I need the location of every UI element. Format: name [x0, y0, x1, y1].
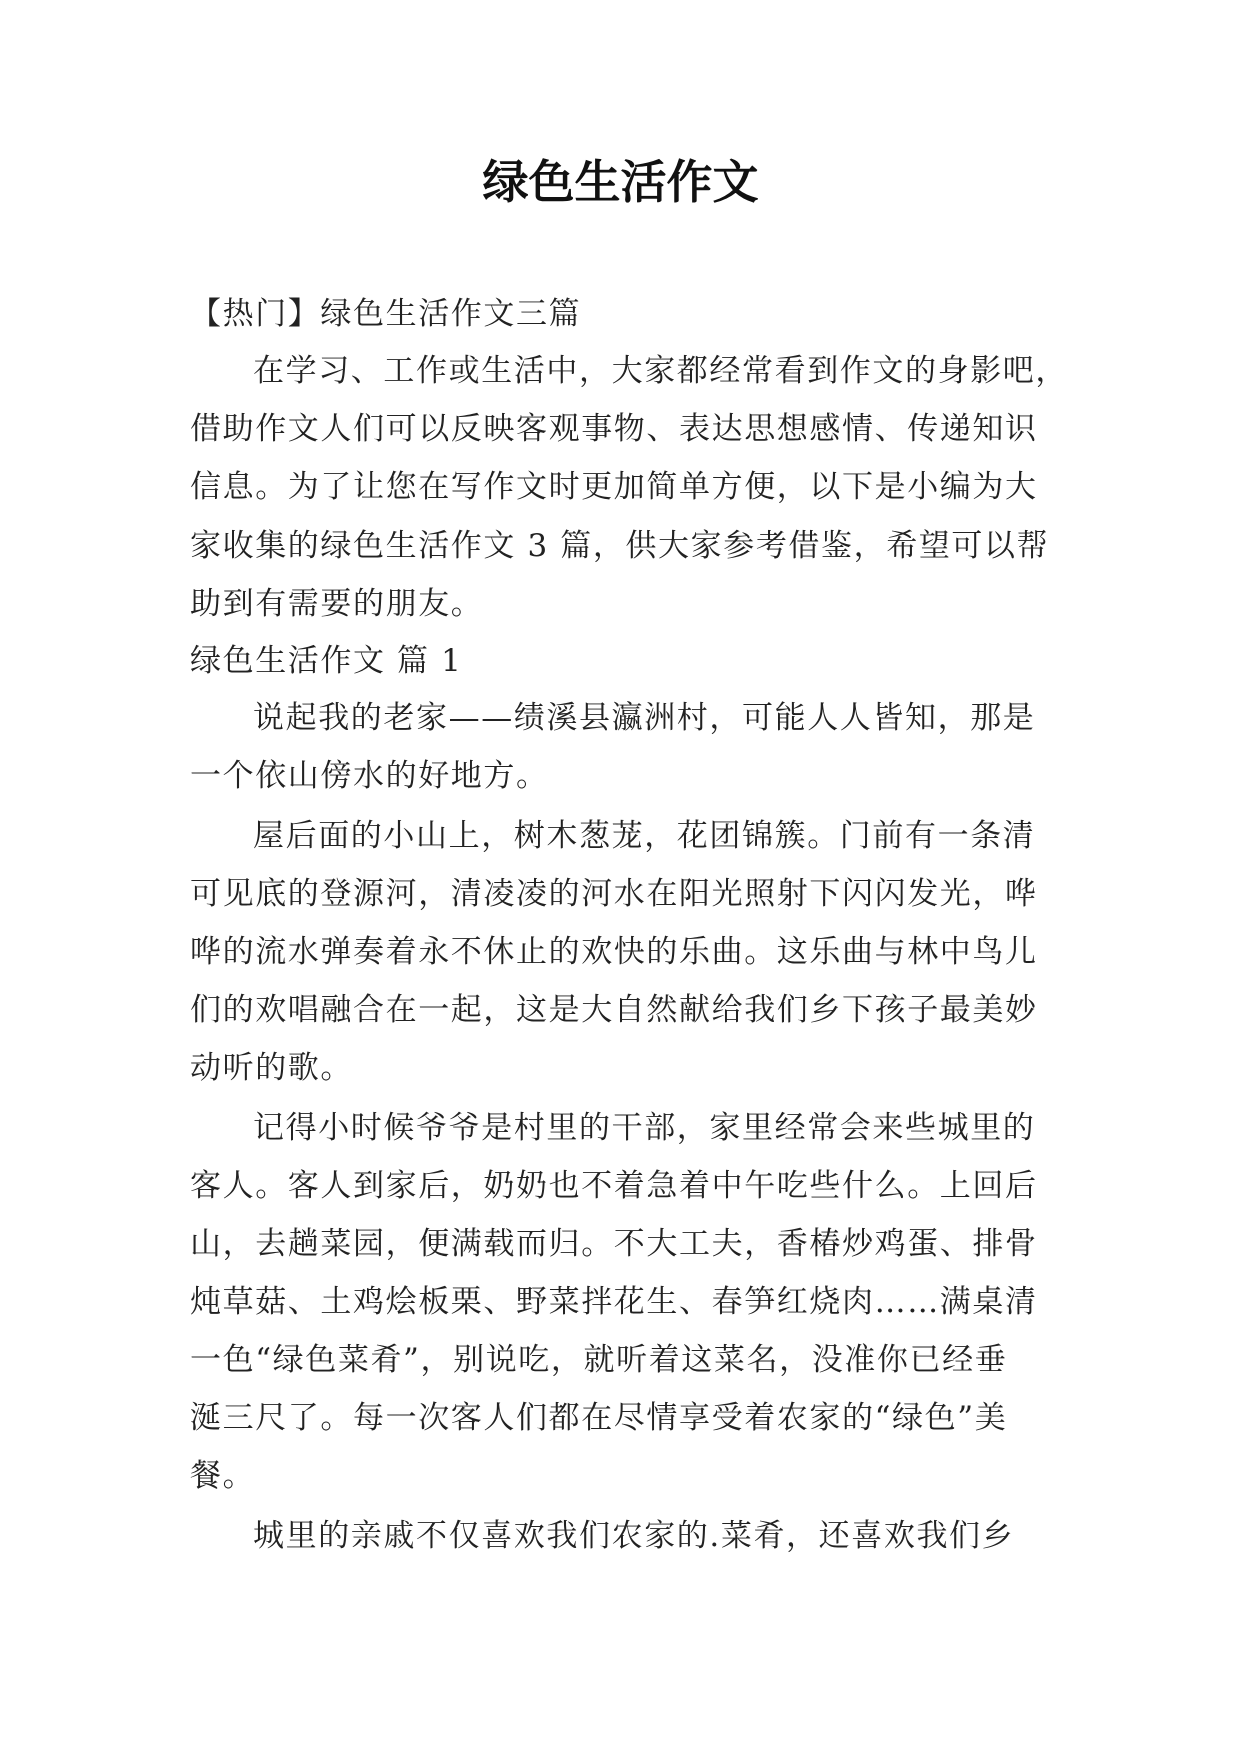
intro-line-2: 借助作文人们可以反映客观事物、表达思想感情、传递知识: [190, 411, 1038, 447]
para4-line-1: 城里的亲戚不仅喜欢我们农家的.菜肴，还喜欢我们乡: [253, 1518, 1015, 1554]
para2-line-3: 哗的流水弹奏着永不休止的欢快的乐曲。这乐曲与林中鸟儿: [190, 934, 1038, 970]
intro-line-3: 信息。为了让您在写作文时更加简单方便，以下是小编为大: [190, 469, 1038, 505]
para2-line-5: 动听的歌。: [190, 1050, 353, 1086]
document-title: 绿色生活作文: [482, 155, 759, 209]
para3-line-7: 餐。: [190, 1458, 256, 1494]
para2-line-4: 们的欢唱融合在一起，这是大自然献给我们乡下孩子最美妙: [190, 992, 1038, 1028]
para3-line-4: 炖草菇、土鸡烩板栗、野菜拌花生、春笋红烧肉……满桌清: [190, 1284, 1038, 1320]
para3-line-6: 涎三尺了。每一次客人们都在尽情享受着农家的“绿色”美: [190, 1400, 1008, 1436]
para1-line-1: 说起我的老家——绩溪县瀛洲村，可能人人皆知，那是: [253, 700, 1036, 736]
section-heading: 绿色生活作文 篇 1: [190, 643, 463, 679]
para3-line-3: 山，去趟菜园，便满载而归。不大工夫，香椿炒鸡蛋、排骨: [190, 1226, 1038, 1262]
para2-line-1: 屋后面的小山上，树木葱茏，花团锦簇。门前有一条清: [253, 818, 1036, 854]
para1-line-2: 一个依山傍水的好地方。: [190, 758, 549, 794]
para3-line-1: 记得小时候爷爷是村里的干部，家里经常会来些城里的: [253, 1110, 1036, 1146]
para3-line-2: 客人。客人到家后，奶奶也不着急着中午吃些什么。上回后: [190, 1168, 1038, 1204]
para2-line-2: 可见底的登源河，清凌凌的河水在阳光照射下闪闪发光，哗: [190, 876, 1038, 912]
intro-line-5: 助到有需要的朋友。: [190, 586, 484, 622]
subtitle-line: 【热门】绿色生活作文三篇: [190, 296, 582, 332]
intro-line-4: 家收集的绿色生活作文 3 篇，供大家参考借鉴，希望可以帮: [190, 528, 1050, 564]
para3-line-5: 一色“绿色菜肴”，别说吃，就听着这菜名，没准你已经垂: [190, 1342, 1008, 1378]
intro-line-1: 在学习、工作或生活中，大家都经常看到作文的身影吧，: [253, 353, 1068, 389]
